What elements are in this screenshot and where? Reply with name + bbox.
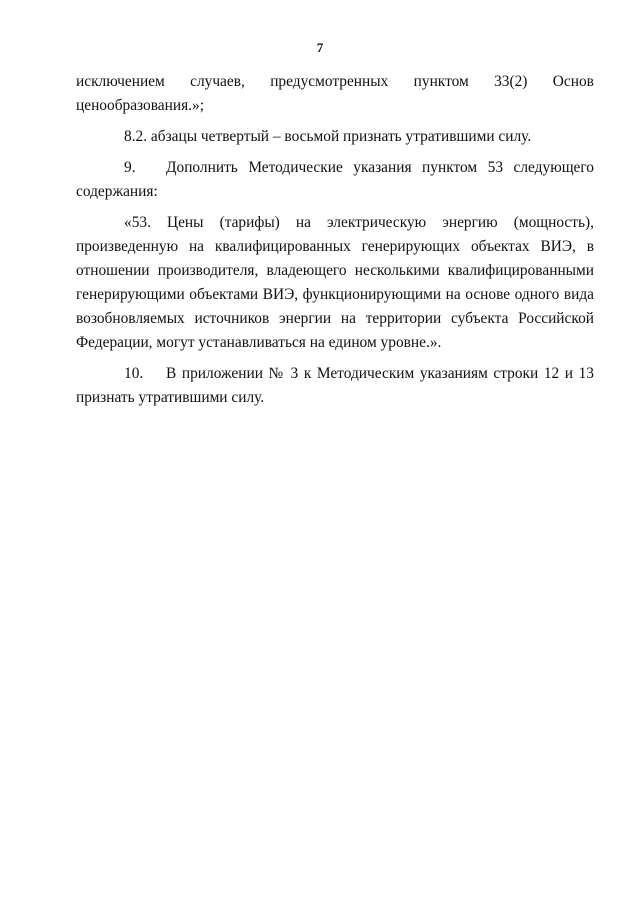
paragraph-continuation xyxy=(76,70,594,118)
text-line: 8.2. абзацы четвертый – восьмой признать утратившими силу. xyxy=(124,128,532,145)
text-line: произведенную на квалифицированных генерирующих объектах ВИЭ, в xyxy=(76,238,594,255)
paragraph-53-quote xyxy=(76,211,594,355)
word: на xyxy=(295,214,311,231)
text-line: генерирующими объектами ВИЭ, функционирующими на основе одного вида xyxy=(76,286,594,303)
item-number: 9. xyxy=(124,159,136,176)
paragraph-10 xyxy=(76,362,594,410)
text-line: содержания: xyxy=(76,183,158,200)
text-span: Дополнить Методические указания пунктом 53 следующего xyxy=(166,159,594,176)
page-number: 7 xyxy=(316,40,324,55)
word: пунктом xyxy=(413,73,469,90)
text-line: возобновляемых источников энергии на территории субъекта Российской xyxy=(76,310,594,327)
word: Основ xyxy=(552,73,594,90)
paragraph-9 xyxy=(76,156,594,204)
text-span: В приложении № 3 к Методическим указаниям строки 12 и 13 xyxy=(166,365,594,382)
text-line: отношении производителя, владеющего несколькими квалифицированными xyxy=(76,262,594,279)
document-body xyxy=(76,70,594,410)
item-number: 10. xyxy=(124,365,144,382)
word: энергию xyxy=(442,214,498,231)
word: предусмотренных xyxy=(270,73,389,90)
numbered-line xyxy=(76,156,594,180)
text-line: Федерации, могут устанавливаться на едином уровне.». xyxy=(76,334,442,351)
word: (мощность), xyxy=(513,214,594,231)
word: исключением xyxy=(76,73,165,90)
paragraph-8-2 xyxy=(76,125,594,149)
text-line: признать утратившими силу. xyxy=(76,389,265,406)
text-line: ценообразования.»; xyxy=(76,97,205,114)
justified-line xyxy=(76,211,594,235)
justified-line xyxy=(76,70,594,94)
numbered-line xyxy=(76,362,594,386)
word: электрическую xyxy=(326,214,427,231)
word: 33(2) xyxy=(494,73,528,90)
word: Цены xyxy=(166,214,204,231)
word: «53. xyxy=(124,214,151,231)
word: (тарифы) xyxy=(219,214,280,231)
word: случаев, xyxy=(190,73,245,90)
